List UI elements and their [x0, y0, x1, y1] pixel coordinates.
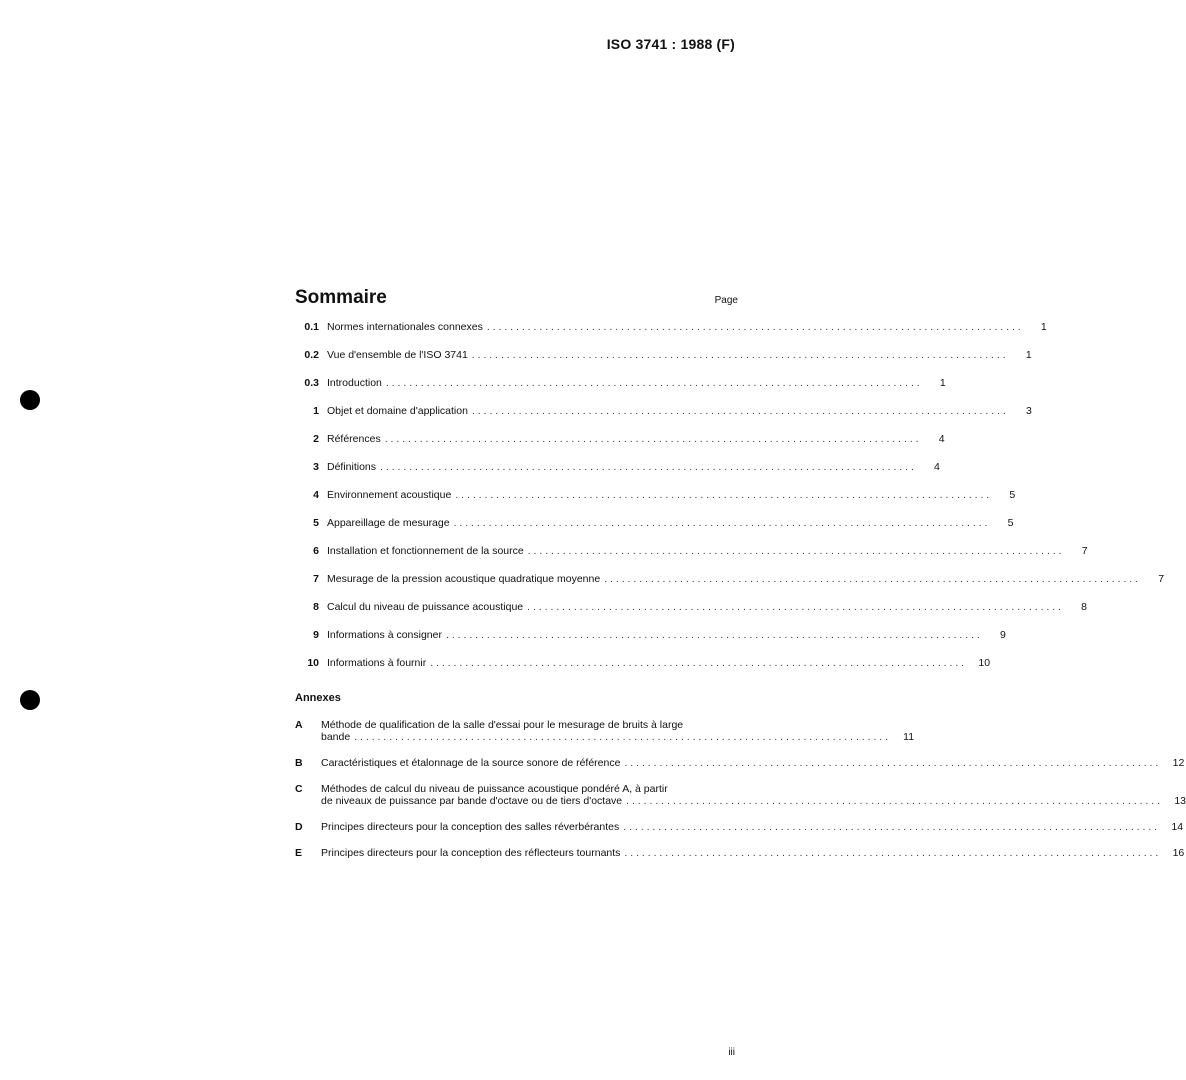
- toc-entry-page: 5: [1007, 517, 1014, 529]
- annex-entry: [295, 821, 1184, 833]
- annex-letter: C: [295, 783, 303, 795]
- toc-entry-label: Définitions: [327, 461, 377, 473]
- toc-entry-number: 6: [313, 545, 319, 557]
- annex-label: Caractéristiques et étalonnage de la source sonore de référence: [321, 757, 621, 769]
- toc-entry: [295, 461, 940, 489]
- toc-entry: [295, 629, 1006, 657]
- annex-label: Principes directeurs pour la conception des réflecteurs tournants: [321, 847, 621, 859]
- annex-page: 16: [1172, 847, 1185, 859]
- page-column-label: Page: [714, 295, 738, 306]
- punch-hole-top: [20, 390, 40, 410]
- toc-entry: [295, 321, 1047, 349]
- annex-entries: [295, 719, 1186, 859]
- toc-entry-label: Normes internationales connexes: [327, 321, 483, 333]
- toc-entry-page: 5: [1009, 489, 1016, 501]
- toc-entry: [295, 573, 1165, 601]
- annex-entry: [295, 719, 915, 743]
- toc-entry-number: 0.2: [304, 349, 319, 361]
- toc-entry-label: Appareillage de mesurage: [327, 517, 450, 529]
- dot-leader: [386, 377, 920, 389]
- dot-leader: [527, 601, 1061, 613]
- dot-leader: [446, 629, 980, 641]
- toc-entry-page: 1: [939, 377, 946, 389]
- dot-leader: [385, 433, 919, 445]
- annex-letter: B: [295, 757, 303, 769]
- toc-entry-label: Informations à consigner: [327, 629, 442, 641]
- toc-entry: [295, 349, 1032, 377]
- toc-entry: [295, 545, 1088, 573]
- toc-entry-page: 3: [1025, 405, 1032, 417]
- dot-leader: [430, 657, 964, 669]
- toc-entry-label: Environnement acoustique: [327, 489, 452, 501]
- toc-entry-label: Informations à fournir: [327, 657, 427, 669]
- toc-entry-label: Vue d'ensemble de l'ISO 3741: [327, 349, 468, 361]
- dot-leader: [354, 731, 888, 743]
- toc-entry-label: Références: [327, 433, 381, 445]
- page-number: iii: [728, 1047, 735, 1058]
- annex-letter: A: [295, 719, 303, 731]
- dot-leader: [472, 405, 1006, 417]
- toc-entry-label: Calcul du niveau de puissance acoustique: [327, 601, 524, 613]
- annex-page: 14: [1171, 821, 1184, 833]
- toc-entry: [295, 517, 1014, 545]
- toc-entry-page: 1: [1040, 321, 1047, 333]
- toc-entry-number: 3: [313, 461, 319, 473]
- dot-leader: [528, 545, 1062, 557]
- toc-entry: [295, 377, 946, 405]
- annex-entry: [295, 847, 1185, 859]
- toc-entry: [295, 657, 991, 685]
- annex-page: 13: [1174, 795, 1186, 807]
- toc-entry-page: 7: [1081, 545, 1088, 557]
- toc-entry: [295, 601, 1087, 629]
- toc-entry-label: Installation et fonctionnement de la source: [327, 545, 524, 557]
- dot-leader: [455, 489, 989, 501]
- dot-leader: [454, 517, 988, 529]
- toc-entry: [295, 489, 1016, 517]
- toc-entry-number: 10: [307, 657, 319, 669]
- toc-title: Sommaire: [295, 287, 387, 308]
- toc-entry-label: Objet et domaine d'application: [327, 405, 468, 417]
- annex-label: Principes directeurs pour la conception des salles réverbérantes: [321, 821, 620, 833]
- toc-entry-number: 2: [313, 433, 319, 445]
- toc-entries: [295, 321, 1165, 685]
- toc-entry-label: Mesurage de la pression acoustique quadratique moyenne: [327, 573, 601, 585]
- toc-entry-number: 1: [313, 405, 319, 417]
- annex-letter: D: [295, 821, 303, 833]
- annex-label: de niveaux de puissance par bande d'octave ou de tiers d'octave: [321, 795, 623, 807]
- annexes-heading: Annexes: [295, 692, 341, 704]
- table-of-contents: [295, 287, 1186, 873]
- toc-entry-number: 7: [313, 573, 319, 585]
- toc-entry-page: 10: [978, 657, 991, 669]
- dot-leader: [487, 321, 1021, 333]
- toc-entry-page: 8: [1081, 601, 1087, 613]
- dot-leader: [604, 573, 1138, 585]
- annex-page: 12: [1172, 757, 1185, 769]
- dot-leader: [626, 795, 1160, 807]
- toc-entry: [295, 405, 1032, 433]
- toc-entry-number: 0.3: [304, 377, 319, 389]
- dot-leader: [624, 847, 1158, 859]
- toc-entry-page: 9: [1000, 629, 1006, 641]
- toc-entry-number: 9: [313, 629, 319, 641]
- toc-entry-page: 1: [1025, 349, 1032, 361]
- annex-letter: E: [295, 847, 303, 859]
- annex-page: 11: [903, 731, 915, 743]
- toc-entry-page: 4: [934, 461, 940, 473]
- toc-entry-number: 0.1: [304, 321, 319, 333]
- punch-hole-bottom: [20, 690, 40, 710]
- annex-label-line1: Méthodes de calcul du niveau de puissance acoustique pondéré A, à partir: [321, 783, 668, 795]
- toc-entry: [295, 433, 945, 461]
- toc-entry-page: 7: [1158, 573, 1165, 585]
- toc-entry-number: 8: [313, 601, 319, 613]
- annex-label-line1: Méthode de qualification de la salle d'essai pour le mesurage de bruits à large: [321, 719, 684, 731]
- dot-leader: [472, 349, 1006, 361]
- dot-leader: [380, 461, 914, 473]
- dot-leader: [623, 821, 1157, 833]
- annex-entry: [295, 783, 1186, 807]
- document-id: ISO 3741 : 1988 (F): [606, 36, 735, 52]
- annex-entry: [295, 757, 1185, 769]
- toc-entry-number: 4: [313, 489, 319, 501]
- annex-label: bande: [321, 731, 351, 743]
- toc-entry-number: 5: [313, 517, 319, 529]
- dot-leader: [624, 757, 1158, 769]
- toc-entry-label: Introduction: [327, 377, 382, 389]
- toc-entry-page: 4: [938, 433, 945, 445]
